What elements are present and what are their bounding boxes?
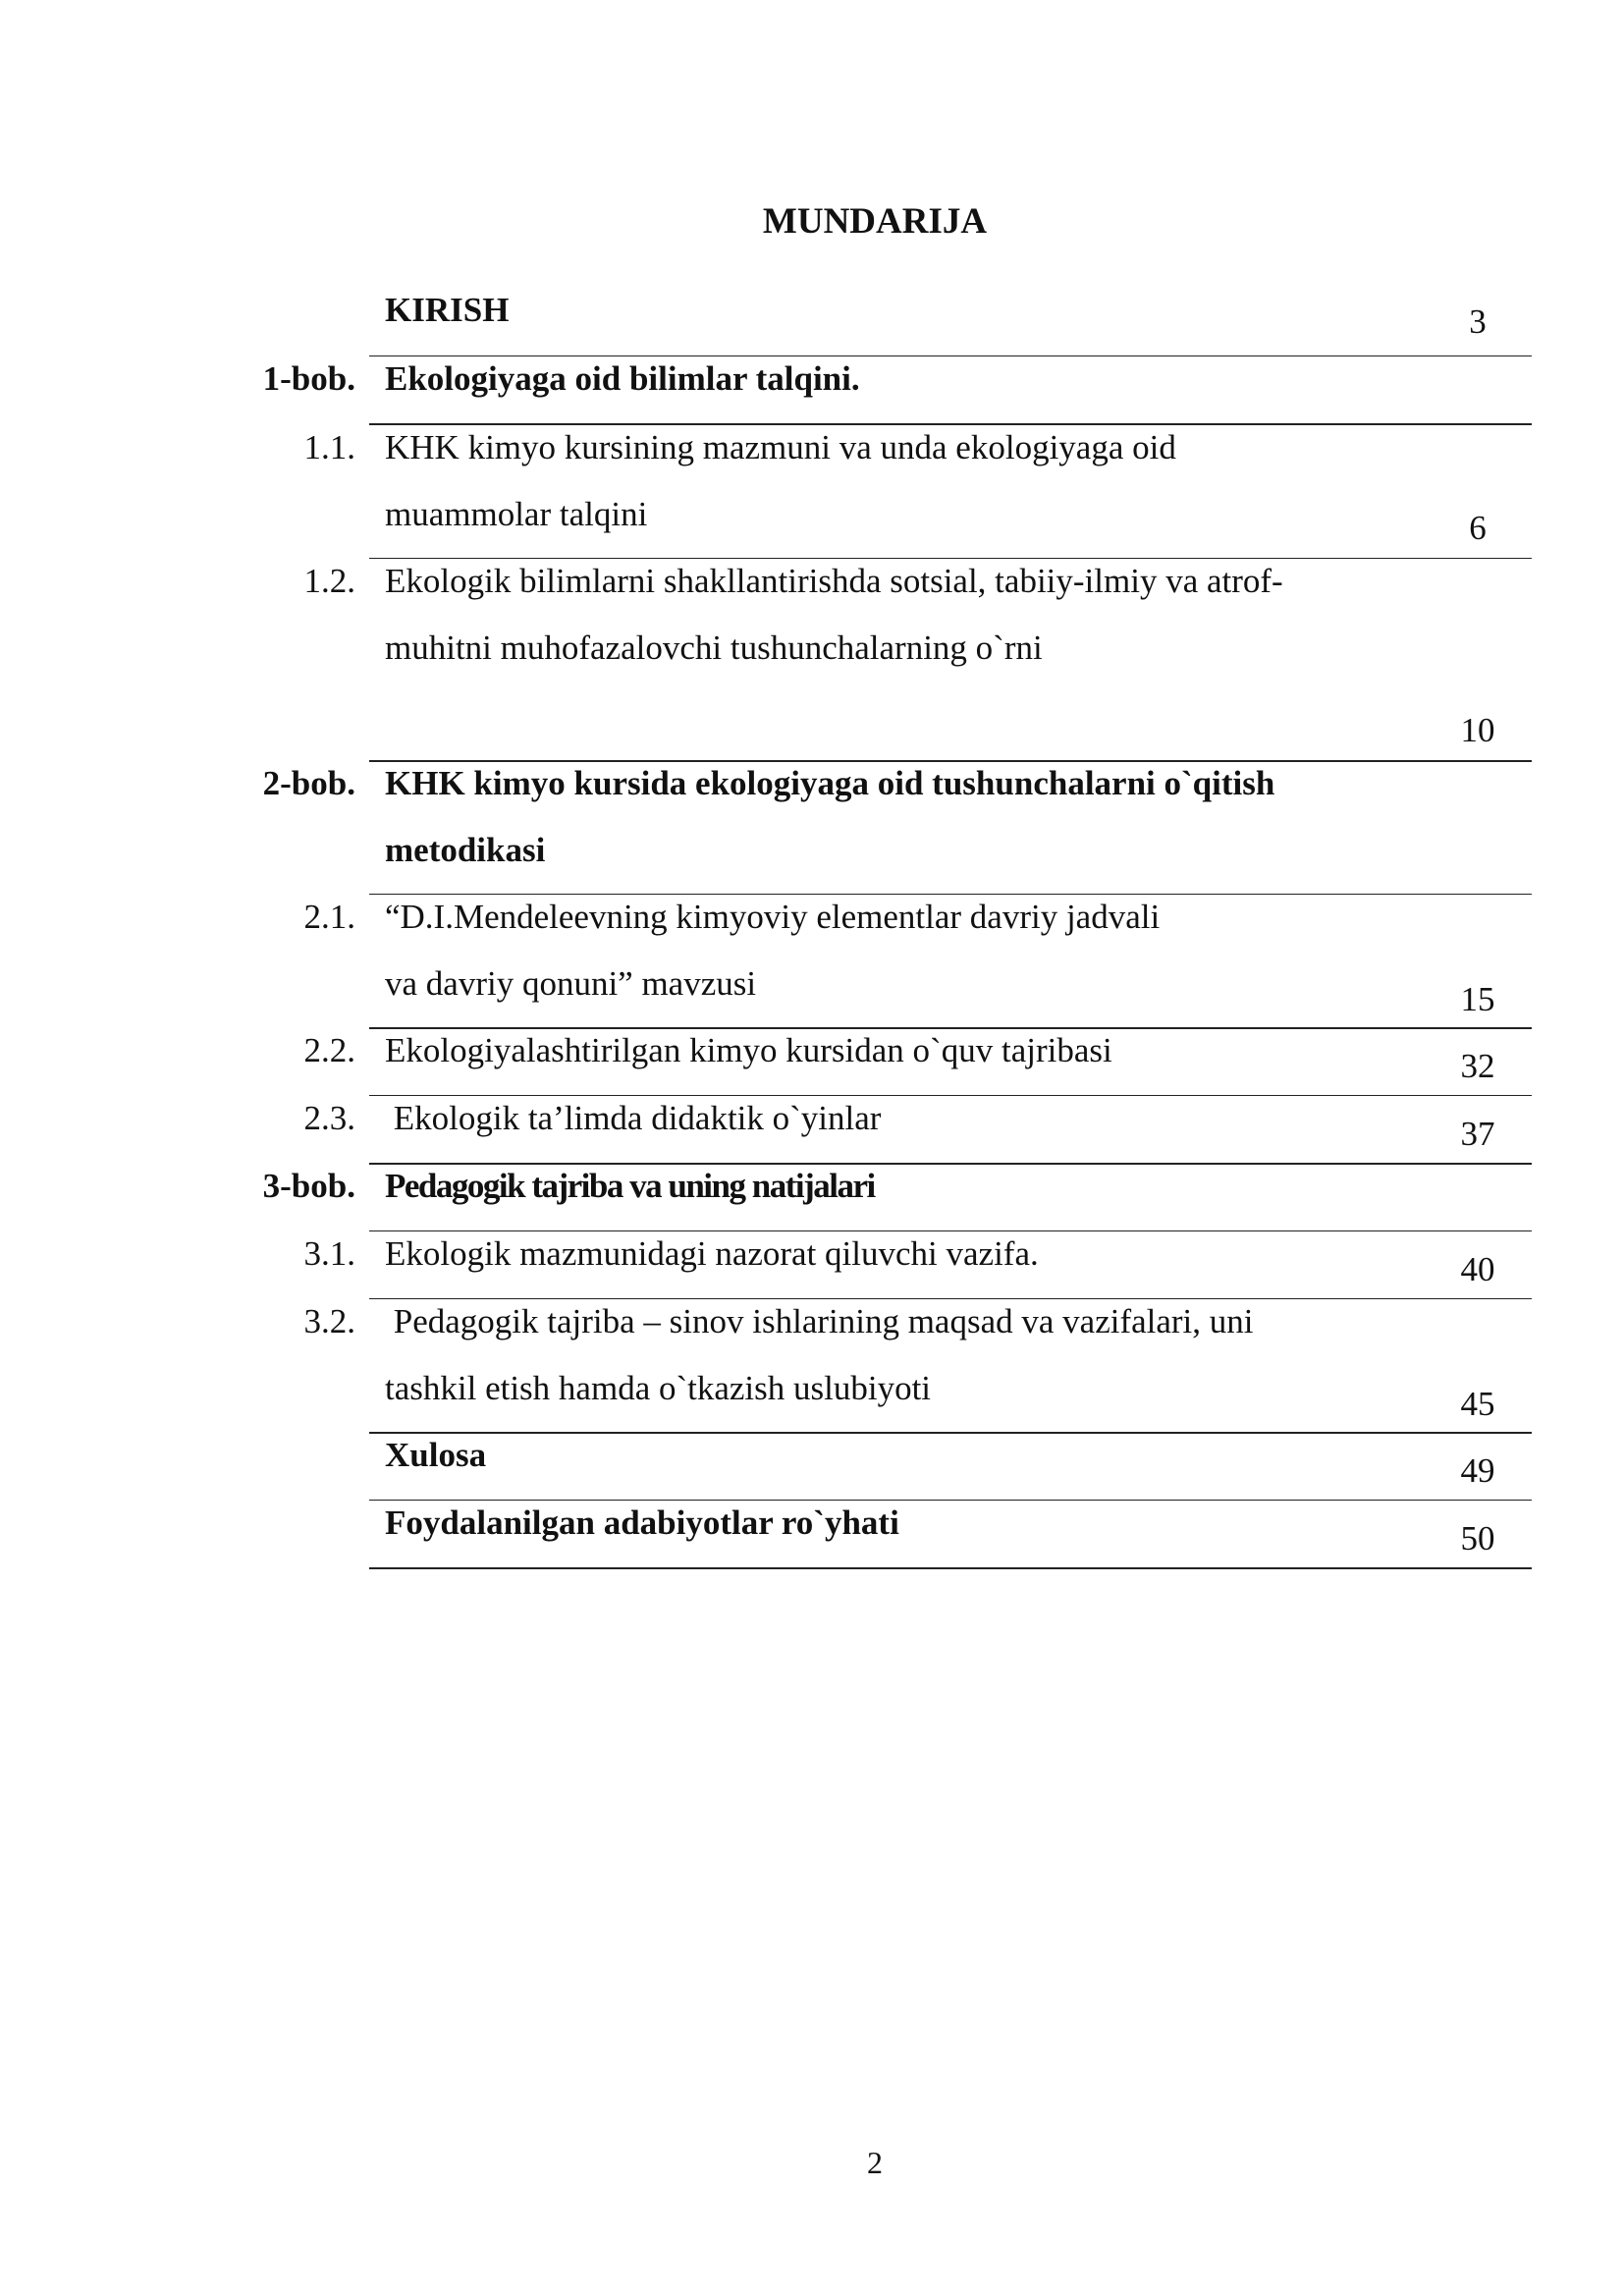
toc-entry-title: KIRISH [385, 291, 510, 329]
toc-divider [369, 1567, 1532, 1569]
toc-page-number: 15 [1460, 980, 1495, 1018]
toc-row-kirish [0, 277, 1624, 355]
toc-row-chapter-2 [0, 750, 1624, 898]
toc-entry-title-line: KHK kimyo kursida ekologiyaga oid tushunchalarni o`qitish [385, 764, 1275, 802]
toc-entry-title-line: Ekologik bilimlarni shakllantirishda sotsial, tabiiy-ilmiy va atrof- [385, 562, 1283, 600]
toc-row-section-1-2 [0, 548, 1624, 760]
toc-entry-title-line: tashkil etish hamda o`tkazish uslubiyoti [385, 1369, 932, 1407]
toc-entry-title-line: metodikasi [385, 831, 546, 869]
toc-entry-title: Ekologik ta’limda didaktik o`yinlar [385, 1099, 882, 1137]
toc-row-section-2-3 [0, 1085, 1624, 1164]
toc-row-section-2-1 [0, 884, 1624, 1031]
toc-page-number: 45 [1460, 1385, 1495, 1423]
toc-page-number: 10 [1460, 711, 1495, 749]
toc-page-number: 37 [1460, 1115, 1495, 1153]
toc-entry-title-line: muhitni muhofazalovchi tushunchalarning o`rni [385, 629, 1043, 667]
toc-entry-number: 1-bob. [262, 359, 355, 398]
toc-page-number: 49 [1460, 1451, 1495, 1490]
toc-row-section-3-1 [0, 1221, 1624, 1299]
toc-page-number: 3 [1469, 302, 1487, 341]
toc-page-number: 32 [1460, 1047, 1495, 1085]
toc-entry-title: Pedagogik tajriba va uning natijalari [385, 1167, 875, 1205]
toc-entry-title: Ekologik mazmunidagi nazorat qiluvchi vazifa. [385, 1234, 1039, 1273]
toc-row-section-1-1 [0, 414, 1624, 562]
toc-entry-number: 2.3. [303, 1099, 355, 1137]
toc-entry-title-line: va davriy qonuni” mavzusi [385, 964, 757, 1003]
toc-row-chapter-3 [0, 1153, 1624, 1231]
toc-entry-title: Ekologiyaga oid bilimlar talqini. [385, 359, 860, 398]
toc-page-number: 50 [1460, 1519, 1495, 1558]
page-title: MUNDARIJA [762, 201, 988, 242]
toc-entry-title-line: “D.I.Mendeleevning kimyoviy elementlar davriy jadvali [385, 898, 1161, 936]
toc-entry-title: Ekologiyalashtirilgan kimyo kursidan o`quv tajribasi [385, 1031, 1112, 1069]
toc-entry-title: Foydalanilgan adabiyotlar ro`yhati [385, 1503, 899, 1542]
toc-entry-title-line: Pedagogik tajriba – sinov ishlarining maqsad va vazifalari, uni [385, 1302, 1254, 1340]
toc-entry-number: 1.2. [303, 562, 355, 600]
toc-entry-number: 2.2. [303, 1031, 355, 1069]
toc-page-number: 6 [1469, 509, 1487, 547]
toc-entry-title-line: muammolar talqini [385, 495, 648, 533]
toc-entry-number: 2-bob. [262, 764, 355, 802]
toc-entry-number: 1.1. [303, 428, 355, 466]
toc-entry-number: 3.2. [303, 1302, 355, 1340]
toc-row-section-3-2 [0, 1288, 1624, 1436]
toc-entry-number: 3-bob. [262, 1167, 355, 1205]
toc-entry-number: 2.1. [303, 898, 355, 936]
toc-row-bibliography [0, 1490, 1624, 1568]
toc-page-number: 40 [1460, 1250, 1495, 1288]
toc-entry-title: Xulosa [385, 1436, 487, 1474]
toc-entry-title-line: KHK kimyo kursining mazmuni va unda ekologiyaga oid [385, 428, 1176, 466]
toc-row-xulosa [0, 1422, 1624, 1501]
toc-row-chapter-1 [0, 346, 1624, 424]
toc-row-section-2-2 [0, 1017, 1624, 1096]
toc-entry-number: 3.1. [303, 1234, 355, 1273]
page-number: 2 [867, 2145, 883, 2180]
